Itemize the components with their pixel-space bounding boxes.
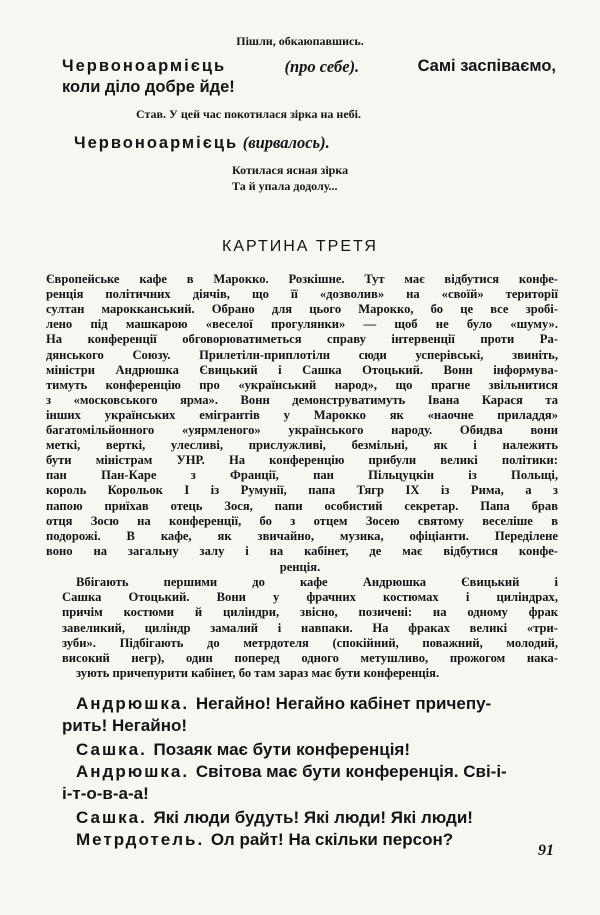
speaker-name: Сашка. xyxy=(76,740,154,759)
scene-heading: КАРТИНА ТРЕТЯ xyxy=(222,238,378,255)
song-line-1: Котилася ясная зірка xyxy=(232,163,349,177)
description-line: подорожі. В кафе, як звичайно, музика, офіціанти. Переділене xyxy=(46,528,558,543)
description-line: меткі, верткі, улесливі, прислужливі, безмільні, як і належить xyxy=(46,438,558,453)
description-line: султан марокканський. Обрано для цього Марокко, бо це все зробі- xyxy=(46,302,558,317)
dialogue-line-3 xyxy=(74,133,330,153)
entrance-line: Сашка Отоцький. Вони у фрачних костюмах і циліндрах, xyxy=(62,590,558,605)
description-line: інших українських емігрантів у Марокко як «наочне приладдя» xyxy=(46,407,558,422)
speech-text: Самі заспіваємо, xyxy=(417,57,556,75)
description-line: Європейське кафе в Марокко. Розкішне. Тут має відбутися конфе- xyxy=(46,272,558,286)
description-line: лено під машкарою «веселої прогулянки» — щоб не було «шуму». xyxy=(46,317,558,332)
speech-text: рить! Негайно! xyxy=(62,716,188,735)
description-end: ренція. xyxy=(279,560,321,574)
speech-text: Негайно! Негайно кабінет причепу- xyxy=(195,694,492,713)
dialogue-line xyxy=(76,830,453,850)
page-number: 91 xyxy=(538,842,554,859)
speech-text: і-т-о-в-а-а! xyxy=(62,784,149,803)
description-line: отця Зосю на конференції, бо з отцем Зосею святому веселіше в xyxy=(46,513,558,528)
speaker-name: Червоноармієць xyxy=(74,134,239,152)
entrance-line: завеликий, циліндр замалий і навпаки. На фраках великі «три- xyxy=(62,620,558,635)
dialogue-line xyxy=(76,694,491,714)
description-line: ренція політичних діячів, що її «дозволив» на «своїй» території xyxy=(46,287,558,302)
stage-direction: (про себе). xyxy=(284,57,360,76)
stage-direction-star: Став. У цей час покотилася зірка на небі. xyxy=(136,107,362,121)
description-line: король Корольок І із Румунії, папа Тягр ІХ із Рима, а з xyxy=(46,483,558,498)
description-line: папою приїхав отець Зося, папи особистий секретар. Папа брав xyxy=(46,498,558,513)
dialogue-line-2: коли діло добре йде! xyxy=(62,78,235,96)
dialogue-line xyxy=(62,784,149,804)
description-line: вонo на загальну залу і на кабінет, де має відбутися конфе- xyxy=(46,543,558,558)
description-line: бути міністрам УНР. На конференцію прибули великі політики: xyxy=(46,453,558,468)
description-line: дянського Союзу. Прилетілн-приплотілн сюди усперівські, звиніть, xyxy=(46,347,558,362)
entrance-line: Вбігають першими до кафе Андрюшка Євицький і xyxy=(76,575,558,589)
speech-text: Позаяк має бути конференція! xyxy=(153,740,411,759)
dialogue-line xyxy=(76,808,473,828)
description-line: пан Пан-Каре з Франції, пан Пільцуцкін із Польщі, xyxy=(46,468,558,483)
description-line: На конференції обговорюватиметься справу інтервенції проти Ра- xyxy=(46,332,558,347)
dialogue-line xyxy=(76,762,507,782)
stage-direction-exit: Пішли, обкаюпавшись. xyxy=(236,34,364,48)
speaker-name: Сашка. xyxy=(76,808,154,827)
entrance-line: високий негр), один поперед одного метушливо, прожогом нака- xyxy=(62,651,558,665)
song-line-2: Та й упала додолу... xyxy=(232,179,338,193)
dialogue-line-1 xyxy=(62,57,556,77)
entrance-line: причім костюми й циліндри, звісно, позичені: на одному фрак xyxy=(62,605,558,620)
speaker-name: Андрюшка. xyxy=(76,694,196,713)
entrance-end: зують причепурити кабінет, бо там зараз має бути конференція. xyxy=(76,666,440,680)
stage-direction: (вирвалось). xyxy=(242,133,330,152)
description-line: багатомільйонного «уярмленого» українського народу. Обидва вони xyxy=(46,423,558,437)
speaker-name: Андрюшка. xyxy=(76,762,196,781)
description-line: міністри Андрюшка Євицький і Сашка Отоцький. Вонн інформува- xyxy=(46,362,558,377)
speaker-name: Метрдотель. xyxy=(76,830,211,849)
speech-text: Ол райт! На скільки персон? xyxy=(210,830,454,849)
entrance-line: зуби». Підбігають до метрдотеля (спокійний, поважний, молодий, xyxy=(62,635,558,650)
dialogue-line xyxy=(62,716,187,736)
description-line: тимуть конференцію про «український народ», що прагне звільнитися xyxy=(46,377,558,392)
description-line: з «московського ярма». Вонн демонструватимуть Івана Карася та xyxy=(46,392,558,407)
speaker-name: Червоноармієць xyxy=(62,57,227,75)
speech-text: Світова має бути конференція. Сві-і- xyxy=(195,762,507,781)
dialogue-line xyxy=(76,740,410,760)
speech-text: Які люди будуть! Які люди! Які люди! xyxy=(153,808,473,827)
